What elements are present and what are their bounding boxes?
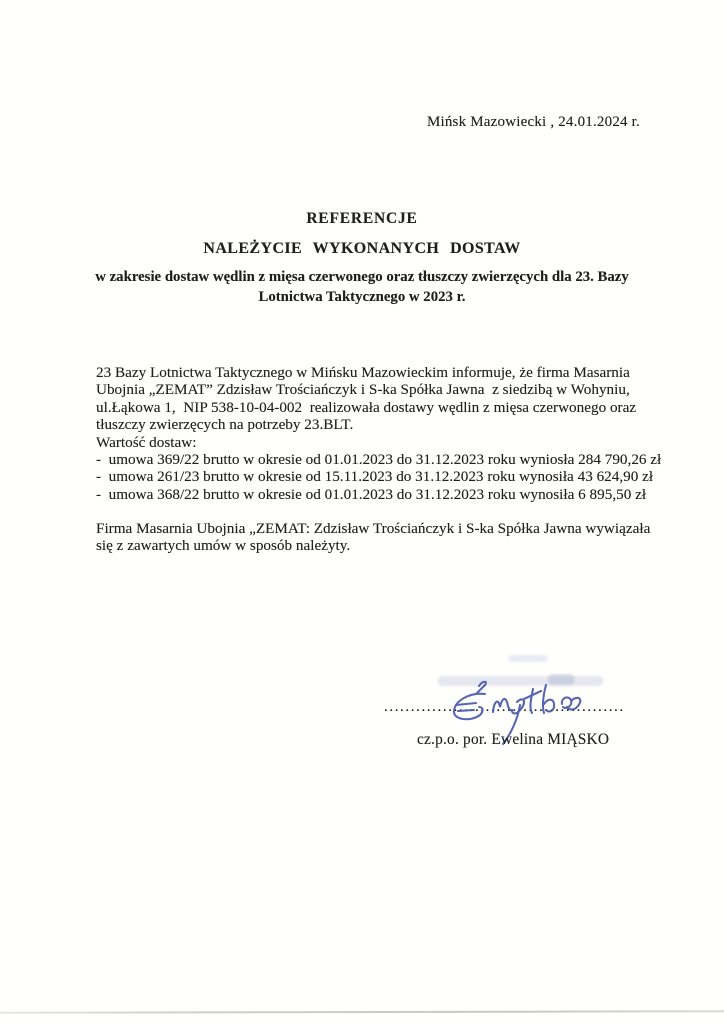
signature-dotted-line: ............................................. [384,699,625,715]
delivery-item: - umowa 261/23 brutto w okresie od 15.11.2023 do 31.12.2023 roku wynosiła 43 624,90 zł [96,468,654,486]
body-line: ul.Łąkowa 1, NIP 538-10-04-002 realizowała dostawy wędlin z mięsa czerwonego oraz [96,398,637,416]
scan-page-edge-shadow [0,1010,724,1014]
title-block [0,209,724,259]
document-title: REFERENCJE [306,210,418,227]
body-line: Ubojnia „ZEMAT” Zdzisław Trościańczyk i S-ka Spółka Jawna z siedzibą w Wohyniu, [96,381,630,399]
scope-subtitle [0,267,724,307]
body-line: Wartość dostaw: [96,433,197,451]
delivery-item: - umowa 369/22 brutto w okresie od 01.01.2023 do 31.12.2023 roku wyniosła 284 790,26 zł [96,451,662,469]
scope-subtitle-line: w zakresie dostaw wędlin z mięsa czerwonego oraz tłuszczy zwierzęcych dla 23. Bazy [95,269,629,285]
document-subtitle-heading: NALEŻYCIE WYKONANYCH DOSTAW [203,240,521,257]
body-paragraph [96,364,661,503]
body-line: 23 Bazy Lotnictwa Taktycznego w Mińsku Mazowieckim informuje, że firma Masarnia [96,364,630,381]
signatory-name: cz.p.o. por. Ewelina MIĄSKO [417,731,610,748]
date-line: Mińsk Mazowiecki , 24.01.2024 r. [426,114,640,130]
body-line: tłuszczy zwierzęcych na potrzeby 23.BLT. [96,416,354,434]
closing-line: Firma Masarnia Ubojnia „ZEMAT: Zdzisław Trościańczyk i S-ka Spółka Jawna wywiązała [96,520,651,537]
closing-paragraph [96,520,650,555]
closing-line: się z zawartych umów w sposób należyty. [96,537,351,555]
delivery-item: - umowa 368/22 brutto w okresie od 01.01.2023 do 31.12.2023 roku wynosiła 6 895,50 zł [96,485,647,503]
scope-subtitle-line: Lotnictwa Taktycznego w 2023 r. [258,289,466,305]
